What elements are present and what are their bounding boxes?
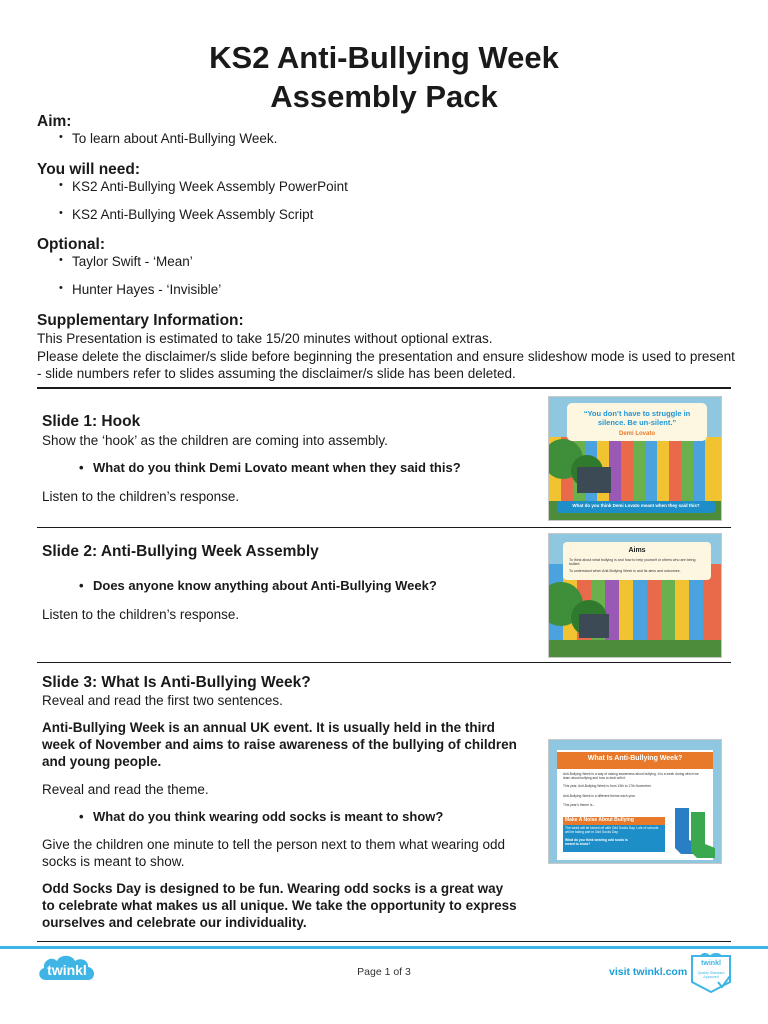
- supplementary-heading: Supplementary Information:: [37, 312, 244, 329]
- slide3-question: • What do you think wearing odd socks is meant to show?: [93, 809, 443, 824]
- slide1-thumb-caption: What do you think Demi Lovato meant when they said this?: [572, 503, 700, 508]
- badge-top-text: twinkl: [701, 960, 721, 967]
- page-title: [0, 38, 768, 116]
- divider: [37, 941, 731, 942]
- slide2-question: • Does anyone know anything about Anti-Bullying Week?: [93, 578, 437, 593]
- slide1-intro: Show the ‘hook’ as the children are coming into assembly.: [42, 433, 388, 448]
- slide3-thumb-line-3: Anti-Bullying Week is a different theme each year.: [563, 794, 636, 798]
- supplementary-line-1: This Presentation is estimated to take 15/20 minutes without optional extras.: [37, 331, 493, 346]
- supplementary-line-2: Please delete the disclaimer/s slide before beginning the presentation and ensure slideshow mode is used to present - slide numbers refer to slides assuming the disclaimer/s slide has been deleted.: [37, 348, 735, 381]
- slide1-thumbnail: [548, 396, 722, 521]
- slide2-thumb-bullet-2: To understand when Anti-Bullying Week is and its aims and outcomes.: [569, 569, 681, 573]
- slide3-bold-paragraph-2: Odd Socks Day is designed to be fun. Wearing odd socks is a great way to celebrate what makes us all unique. We take the opportunity to express ourselves and celebrate our individuality.: [42, 881, 517, 930]
- slide3-thumb-line-1: Anti-Bullying Week is a way of raising awareness about bullying. It is a week during which we learn about bullying and how to deal with it.: [563, 772, 699, 780]
- slide2-thumbnail: [548, 533, 722, 658]
- footer-line: [0, 946, 768, 949]
- need-heading: You will need:: [37, 161, 141, 178]
- slide2-thumb-title: Aims: [628, 547, 646, 554]
- slide3-thumb-line-4: This year’s theme is...: [563, 803, 596, 807]
- aim-heading: Aim:: [37, 113, 72, 130]
- slide3-thumb-box-question: What do you think wearing odd socks is meant to show?: [565, 838, 628, 846]
- slide3-intro: Reveal and read the first two sentences.: [42, 693, 283, 708]
- quality-badge: [688, 952, 734, 999]
- slide3-give: Give the children one minute to tell the person next to them what wearing odd socks is meant to show.: [42, 837, 506, 869]
- divider: [37, 527, 731, 528]
- slide2-thumb-bullet-1: To think about what bullying is and how to help yourself or others who are being bullied.: [569, 558, 696, 567]
- slide3-bold-paragraph-1: Anti-Bullying Week is an annual UK event. It is usually held in the third week of November and aims to raise awareness of the bullying of children and young people.: [42, 720, 517, 769]
- slide2-outro: Listen to the children’s response.: [42, 607, 240, 622]
- optional-item-mean: • Taylor Swift - ‘Mean’: [72, 254, 193, 269]
- slide1-thumb-quote: “You don’t have to struggle in silence. Be un-silent.”: [583, 409, 691, 427]
- page-number: Page 1 of 3: [357, 966, 411, 978]
- divider: [37, 387, 731, 389]
- slide3-reveal: Reveal and read the theme.: [42, 782, 209, 797]
- aim-item: • To learn about Anti-Bullying Week.: [72, 131, 277, 146]
- slide3-thumb-line-2: This year, Anti-Bullying Week is from 13th to 17th November.: [563, 784, 652, 788]
- supplementary-body: [37, 330, 737, 383]
- slide2-heading: Slide 2: Anti-Bullying Week Assembly: [42, 543, 319, 560]
- title-line-2: Assembly Pack: [270, 79, 498, 114]
- title-line-1: KS2 Anti-Bullying Week: [209, 40, 559, 75]
- need-item-script: • KS2 Anti-Bullying Week Assembly Script: [72, 207, 313, 222]
- slide1-thumb-author: Demi Lovato: [618, 431, 655, 437]
- slide3-thumb-box-text: The week will be kicked off with Odd Socks Day. Lots of schools will be taking part in Odd Socks Day.: [565, 826, 659, 834]
- slide1-heading: Slide 1: Hook: [42, 413, 141, 430]
- optional-heading: Optional:: [37, 236, 106, 253]
- slide3-thumb-box-title: Make A Noise About Bullying: [565, 817, 634, 823]
- need-item-powerpoint: • KS2 Anti-Bullying Week Assembly PowerPoint: [72, 179, 348, 194]
- twinkl-logo-text: twinkl: [47, 962, 87, 978]
- slide3-thumbnail: [548, 739, 722, 864]
- divider: [37, 662, 731, 663]
- slide1-question: • What do you think Demi Lovato meant when they said this?: [93, 460, 461, 475]
- optional-item-invisible: • Hunter Hayes - ‘Invisible’: [72, 282, 221, 297]
- slide3-thumb-title: What Is Anti-Bullying Week?: [587, 755, 683, 762]
- slide1-outro: Listen to the children’s response.: [42, 489, 240, 504]
- badge-bottom-text: Quality Standard Approved: [697, 971, 725, 980]
- visit-link[interactable]: visit twinkl.com: [609, 966, 688, 978]
- slide3-heading: Slide 3: What Is Anti-Bullying Week?: [42, 674, 311, 691]
